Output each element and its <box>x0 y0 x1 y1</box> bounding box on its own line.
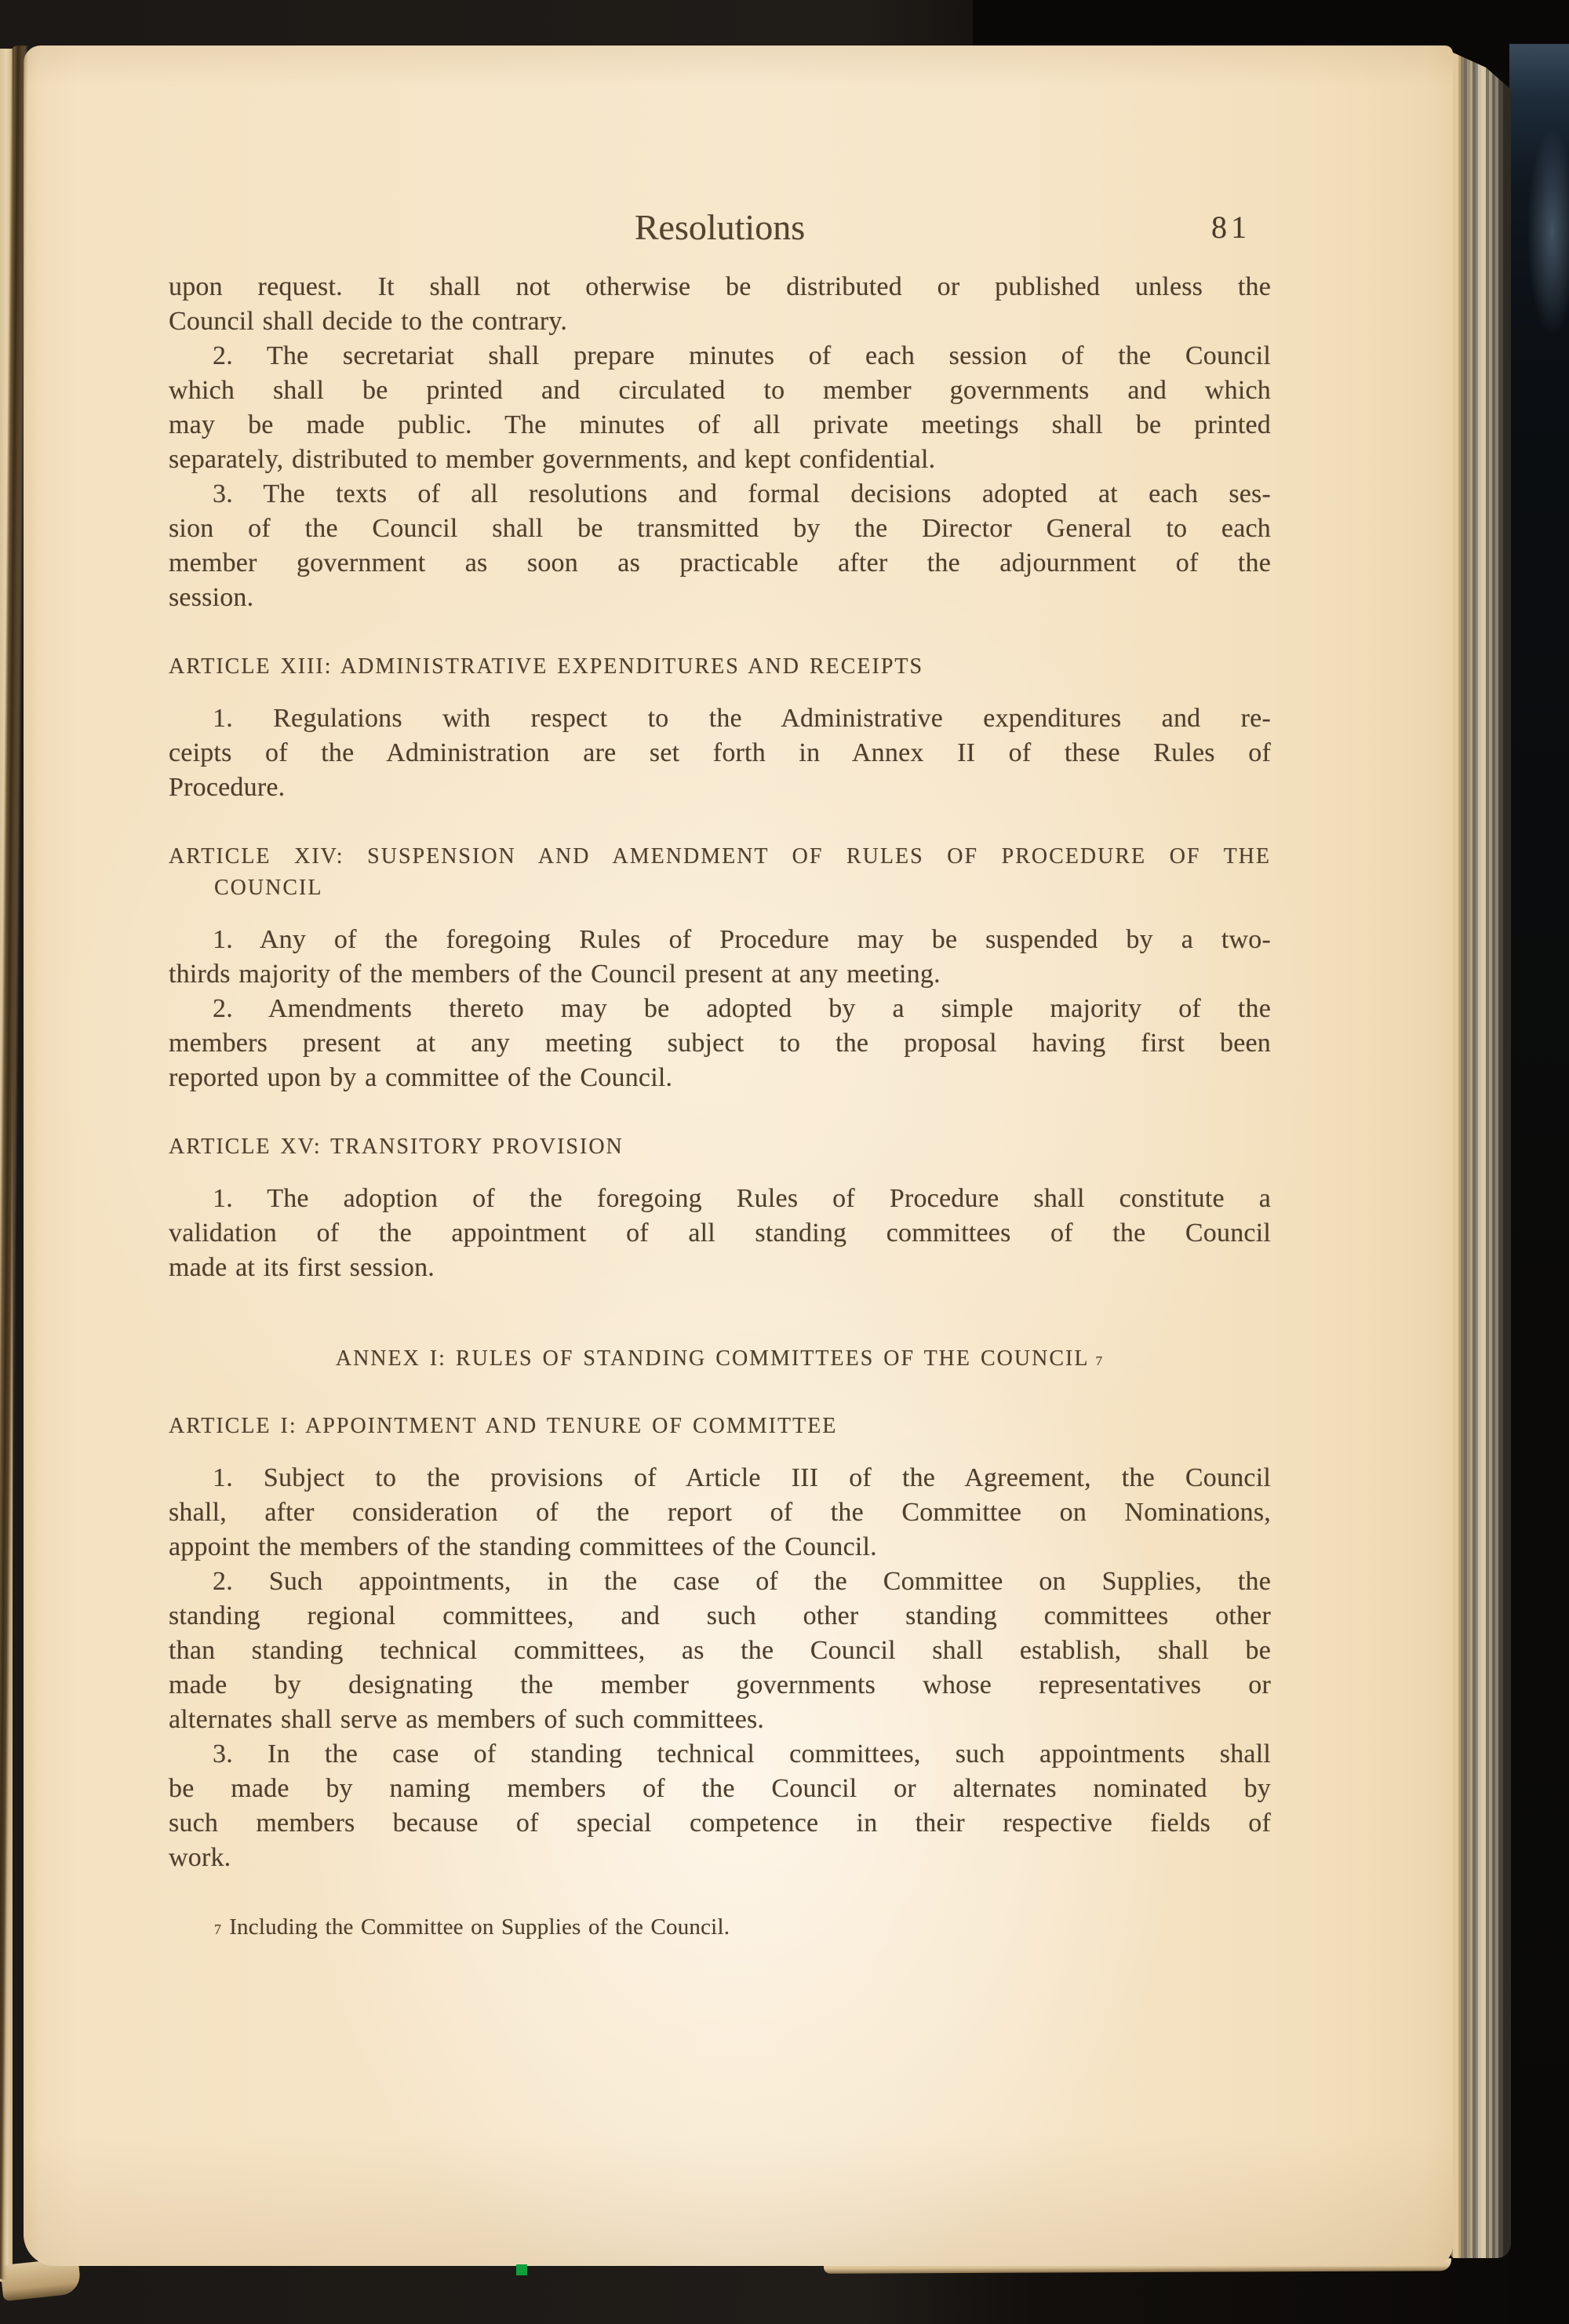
text-line: shall, after consideration of the report of the Committee on Nominations, <box>169 1498 1271 1527</box>
scan-artifact-green <box>516 2264 527 2275</box>
text-line: 2. The secretariat shall prepare minutes of each session of the Council <box>213 341 1271 370</box>
section-heading <box>169 1411 1271 1442</box>
book-page <box>24 46 1453 2266</box>
text-line: sion of the Council shall be transmitted by the Director General to each <box>169 514 1271 543</box>
section-heading <box>169 1131 1271 1163</box>
heading-line: ARTICLE XIII: ADMINISTRATIVE EXPENDITURES AND RECEIPTS <box>169 654 924 679</box>
paragraph <box>169 339 1271 477</box>
paragraph <box>169 1565 1271 1737</box>
page-stack-edges <box>1451 52 1511 2258</box>
heading-line: ARTICLE XIV: SUSPENSION AND AMENDMENT OF RULES OF PROCEDURE OF THE <box>169 844 1271 869</box>
text-line: alternates shall serve as members of such committees. <box>169 1705 765 1734</box>
heading-line: COUNCIL <box>214 876 323 900</box>
text-line: made at its first session. <box>169 1253 435 1282</box>
footnote <box>169 1911 1271 1943</box>
text-line: validation of the appointment of all standing committees of the Council <box>169 1218 1271 1248</box>
text-line: reported upon by a committee of the Council. <box>169 1063 673 1092</box>
paragraph <box>169 270 1271 339</box>
text-line: 3. The texts of all resolutions and formal decisions adopted at each ses- <box>213 479 1271 508</box>
text-line: 3. In the case of standing technical committees, such appointments shall <box>213 1739 1271 1768</box>
text-line: 2. Amendments thereto may be adopted by a simple majority of the <box>213 994 1271 1023</box>
paragraph <box>169 992 1271 1095</box>
paragraph <box>169 923 1271 992</box>
footnote-reference: 7 <box>1095 1353 1105 1368</box>
text-line: ceipts of the Administration are set forth in Annex II of these Rules of <box>169 738 1271 767</box>
text-line: session. <box>169 583 254 612</box>
text-line: Procedure. <box>169 773 286 802</box>
text-line: 1. Any of the foregoing Rules of Procedure may be suspended by a two- <box>213 925 1271 954</box>
paragraph <box>169 1182 1271 1285</box>
text-line: made by designating the member governments whose representatives or <box>169 1670 1271 1699</box>
text-line: 1. The adoption of the foregoing Rules of Procedure shall constitute a <box>213 1184 1271 1213</box>
paragraph <box>169 1737 1271 1875</box>
paragraph <box>169 477 1271 615</box>
running-header <box>169 207 1271 248</box>
text-line: work. <box>169 1843 231 1872</box>
text-line: such members because of special competence in their respective fields of <box>169 1809 1271 1838</box>
text-line: may be made public. The minutes of all private meetings shall be printed <box>169 410 1271 439</box>
text-line: Council shall decide to the contrary. <box>169 307 568 336</box>
text-column <box>169 46 1271 1943</box>
footnote-text: Including the Committee on Supplies of the Council. <box>229 1914 730 1940</box>
page-number: 81 <box>1211 209 1250 245</box>
text-line: member government as soon as practicable after the adjournment of the <box>169 548 1271 577</box>
text-line: 2. Such appointments, in the case of the Committee on Supplies, the <box>213 1567 1271 1596</box>
page-title: Resolutions <box>634 207 806 247</box>
text-line: upon request. It shall not otherwise be distributed or published unless the <box>169 272 1271 301</box>
heading-line: ARTICLE I: APPOINTMENT AND TENURE OF COMMITTEE <box>169 1414 838 1438</box>
book-cover-edge <box>1509 44 1569 2324</box>
text-line: 1. Regulations with respect to the Administrative expenditures and re- <box>213 704 1271 733</box>
text-line: thirds majority of the members of the Council present at any meeting. <box>169 960 941 989</box>
section-heading <box>169 841 1271 904</box>
text-line: members present at any meeting subject to the proposal having first been <box>169 1029 1271 1058</box>
annex-heading-text: ANNEX I: RULES OF STANDING COMMITTEES OF THE COUNCIL <box>335 1346 1090 1371</box>
paragraph <box>169 1461 1271 1565</box>
text-line: standing regional committees, and such other standing committees other <box>169 1601 1271 1630</box>
heading-line: ARTICLE XV: TRANSITORY PROVISION <box>169 1135 624 1159</box>
paragraph <box>169 701 1271 805</box>
text-line: than standing technical committees, as the Council shall establish, shall be <box>169 1636 1271 1665</box>
text-line: which shall be printed and circulated to member governments and which <box>169 376 1271 405</box>
body-text <box>169 270 1271 1943</box>
text-line: appoint the members of the standing committees of the Council. <box>169 1532 877 1561</box>
text-line: be made by naming members of the Council or alternates nominated by <box>169 1774 1271 1803</box>
text-line: 1. Subject to the provisions of Article III of the Agreement, the Council <box>213 1463 1271 1492</box>
section-heading <box>169 651 1271 683</box>
annex-heading <box>169 1343 1271 1375</box>
text-line: separately, distributed to member governments, and kept confidential. <box>169 445 936 474</box>
footnote-marker: 7 <box>214 1921 222 1937</box>
